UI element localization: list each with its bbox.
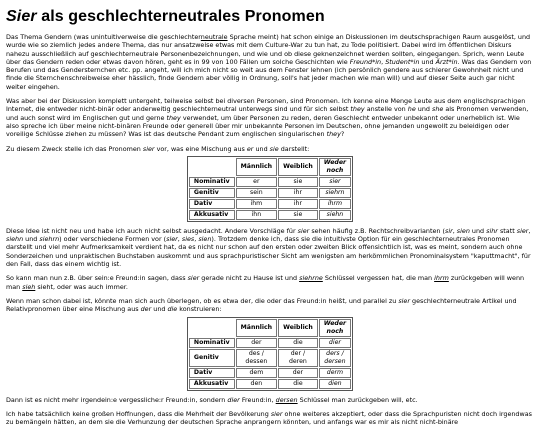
row-header: Dativ <box>189 368 235 378</box>
text: und <box>23 235 40 244</box>
underlined-word: siehrne <box>299 274 323 283</box>
text: So kann man nun z.B. über sein:e Freund:in sagen, dass <box>6 274 188 283</box>
italic-word: die <box>167 305 178 314</box>
italic-word: Ärzt*in <box>435 57 458 66</box>
row-header: Akkusativ <box>189 210 235 220</box>
text: verwendet, um über Personen zu reden, deren Geschlecht entweder unbekannt oder unerheblich ist. Wie also spreche ich über meine nicht-binären Freunde oder generell über mir unbekannte Personen im Deutschen, ohne jemanden ungewollt zu beleidigen oder voreilige Schlüsse ziehen zu müssen? Was ist das deutsche Pendant zum englischen singularischen <box>6 113 520 139</box>
underlined-word: neutrale <box>200 33 228 41</box>
row-header: Genitiv <box>189 349 235 367</box>
column-header: Weder noch <box>319 319 351 337</box>
table-row <box>189 338 351 348</box>
text: geschlechterneutrale Artikel und Relativpronomen über eine Mischung aus <box>6 296 517 314</box>
article-table <box>187 317 353 391</box>
table-cell: dien <box>319 379 351 389</box>
text: , <box>381 57 386 66</box>
table-cell: die <box>278 379 318 389</box>
text: Was aber bei der Diskussion komplett untergeht, teilweise selbst bei diversen Personen, sind Pronomen. Ich kenne eine Menge Leute aus dem englischsprachigen Internet, die entweder nicht-binär oder anderweitig geschlechterneutral unterwegs sind und für sich selbst <box>6 97 526 114</box>
italic-word: dier <box>227 395 240 404</box>
table-cell: ihr <box>278 188 318 198</box>
italic-word: sier <box>270 409 283 418</box>
text: sieht, oder was auch immer. <box>35 282 128 291</box>
table-cell: der <box>236 338 277 348</box>
italic-word: sihr <box>486 226 498 235</box>
text: ohne weiteres akzeptiert, oder dass die Sprachpuristen nicht doch irgendwas zu bemängeln hätten, an dem sie die Verhunzung der deutschen Sprache anprangern könnten, und anfangs war es mir als nicht nicht-binäre <box>6 409 532 426</box>
table-cell: sie <box>278 177 318 187</box>
text: Schlüssel man zurückgeben will, etc. <box>297 395 418 404</box>
table-cell: die <box>278 338 318 348</box>
underlined-word: sieh <box>22 282 36 291</box>
table-cell: ders / dersen <box>319 349 351 367</box>
row-header: Akkusativ <box>189 379 235 389</box>
text: , <box>528 226 531 235</box>
italic-word: Freund*in <box>349 57 382 66</box>
table-row <box>189 349 351 367</box>
text: anstelle von <box>364 105 408 114</box>
text: gerade nicht zu Hause ist und <box>199 274 300 283</box>
text: und <box>469 226 487 235</box>
column-header: Weiblich <box>278 158 318 176</box>
text: Wenn man schon dabei ist, könnte man sich auch überlegen, ob es etwa der, die oder das Freund:in heißt, und parallel zu <box>6 296 399 305</box>
text: statt <box>497 226 517 235</box>
text: Sprache meint) hat schon einige an Diskussionen im deutschsprachigen Raum ausgelöst, und wurde wie so ziemlich jedes andere Thema, das nur ansatzweise etwas mit dem Culture-War zu tun hat, zu Tode politisiert. Dabei wird im öffentlichen Diskurs nahezu ausschließlich auf geschlechterneutrale Personenbezeichnungen, und wie und ob diese geknenzeichnet werden sollten, eingegangen. Sprich, wenn Leute über das Gendern reden oder etwas davon hören, geht es in 99 von 100 Fällen um solche Geschichten wie <box>6 33 531 66</box>
table-cell: sie <box>278 210 318 220</box>
italic-word: sien <box>198 235 212 244</box>
text: , <box>177 235 182 244</box>
table-row <box>189 210 351 220</box>
italic-word: sier <box>398 296 410 305</box>
italic-word: sier <box>166 235 178 244</box>
italic-word: they <box>166 113 181 122</box>
paragraph-pronouns <box>6 97 534 138</box>
text: Dann ist es nicht mehr irgendein:e vergessliche:r Freund:in, sondern <box>6 395 228 404</box>
text: Schlüssel vergessen hat, die man <box>322 274 435 283</box>
table-cell: siehrn <box>319 188 351 198</box>
paragraph-article-example <box>6 396 534 404</box>
title-rest: als geschlechterneutrales Pronomen <box>36 8 325 25</box>
table-cell: ihm <box>236 199 277 209</box>
text: als Pronomen verwenden, und auch sonst wird im Englischen gut und gerne <box>6 105 529 122</box>
text: ? <box>340 130 345 139</box>
text: Freund:in, <box>239 395 276 404</box>
table-row <box>189 188 351 198</box>
italic-word: Student*in <box>385 57 420 66</box>
text: , <box>194 235 199 244</box>
italic-word: they <box>326 130 341 139</box>
text: Ich habe tatsächlich keine großen Hoffnungen, dass die Mehrheit der Bevölkerung <box>6 409 271 418</box>
italic-word: she <box>431 105 444 114</box>
text: sehen häufig z.B. Rechtschreibvarianten ( <box>309 226 445 235</box>
table-cell: ihrm <box>319 199 351 209</box>
text: Diese Idee ist nicht neu und habe ich auch nicht selbst ausgedacht. Andere Vorschläge für <box>6 226 298 235</box>
text: darstellt: <box>278 144 310 153</box>
text: und <box>419 57 436 66</box>
italic-word: they <box>350 105 365 114</box>
text: Das Thema Gendern (was unintuitiverweise die geschlechter <box>6 33 201 41</box>
table-cell: der / deren <box>278 349 318 367</box>
table-cell: des / dessen <box>236 349 277 367</box>
table-cell: ihn <box>236 210 277 220</box>
text: ). Trotzdem denke ich, dass sie die intuitivste Option für ein geschlechterneutrales Pronomen darstellt und viel mehr Aufmerksamkeit verdient hat, da es nicht nur schon auf den ersten oder zweiten Blick offensichtlich ist, was es meint, sondern auch ohne Sonderzeichen und unpraktischen Buchstaben auskommt und aus sprachpuristischer Sicht am wenigsten am herkömmlichen Pronominalsystem "kaputtmacht", für den Fall, dass das einem wichtig ist. <box>6 235 531 269</box>
table-cell: den <box>236 379 277 389</box>
italic-word: siehrn <box>39 235 60 244</box>
table-row <box>189 177 351 187</box>
italic-word: sir <box>444 226 453 235</box>
column-header: Männlich <box>236 158 277 176</box>
italic-word: sier <box>187 274 200 283</box>
table-cell: dem <box>236 368 277 378</box>
table-cell: sier <box>319 177 351 187</box>
column-header: Weiblich <box>278 319 318 337</box>
paragraph-variants <box>6 227 534 268</box>
text: zurückgeben will wenn man <box>6 274 525 291</box>
paragraph-outlook <box>6 410 534 426</box>
table-corner <box>189 319 235 337</box>
pronoun-table <box>187 156 353 222</box>
table-cell: siehn <box>319 210 351 220</box>
text: vor, was eine Mischung aus <box>154 144 247 153</box>
text: konstruieren: <box>177 305 222 314</box>
table-row <box>189 368 351 378</box>
underlined-word: ihrm <box>434 274 449 283</box>
italic-word: sier <box>142 144 155 153</box>
table-cell: der <box>278 368 318 378</box>
title-pronoun: Sier <box>6 8 37 25</box>
table-cell: dier <box>319 338 351 348</box>
column-header: Weder noch <box>319 158 351 176</box>
column-header: Männlich <box>236 319 277 337</box>
text: und <box>253 144 270 153</box>
italic-word: sie <box>269 144 279 153</box>
text: und <box>151 305 168 314</box>
table-row <box>189 379 351 389</box>
underlined-word: dersen <box>275 395 298 404</box>
table-row <box>189 199 351 209</box>
italic-word: sier <box>297 226 310 235</box>
italic-word: sien <box>456 226 470 235</box>
text: ) oder verschiedene Formen vor ( <box>59 235 167 244</box>
table-corner <box>189 158 235 176</box>
text: und <box>415 105 432 114</box>
table-cell: sein <box>236 188 277 198</box>
table-header-row <box>189 158 351 176</box>
paragraph-example <box>6 274 534 291</box>
italic-word: he <box>407 105 416 114</box>
italic-word: der <box>140 305 152 314</box>
text: , <box>452 226 457 235</box>
table-header-row <box>189 319 351 337</box>
paragraph-sier-intro <box>6 145 534 153</box>
italic-word: sies <box>181 235 195 244</box>
italic-word: siehn <box>6 235 24 244</box>
italic-word: sier <box>516 226 529 235</box>
paragraph-intro <box>6 33 534 91</box>
text: Zu diesem Zweck stelle ich das Pronomen <box>6 144 143 153</box>
row-header: Genitiv <box>189 188 235 198</box>
row-header: Dativ <box>189 199 235 209</box>
table-cell: ihr <box>278 199 318 209</box>
table-cell: er <box>236 177 277 187</box>
row-header: Nominativ <box>189 338 235 348</box>
paragraph-articles <box>6 297 534 314</box>
text: . Was das Gendern von Berufen und das Gendersternchen etc. pp. angeht, will ich mich nicht so weit aus dem Fenster lehnen (ich persönlich gendere aus schierer Gewohnheit nicht und finde die Sternchenschreibweise eher hässlich, finde Gendern aber völlig in Ordnung, soll's hat jeder machen wie man will) und auf dieser Seite auch gar nicht weiter eingehen. <box>6 57 532 91</box>
table-cell: derm <box>319 368 351 378</box>
page-title <box>6 8 534 26</box>
row-header: Nominativ <box>189 177 235 187</box>
italic-word: er <box>246 144 254 153</box>
